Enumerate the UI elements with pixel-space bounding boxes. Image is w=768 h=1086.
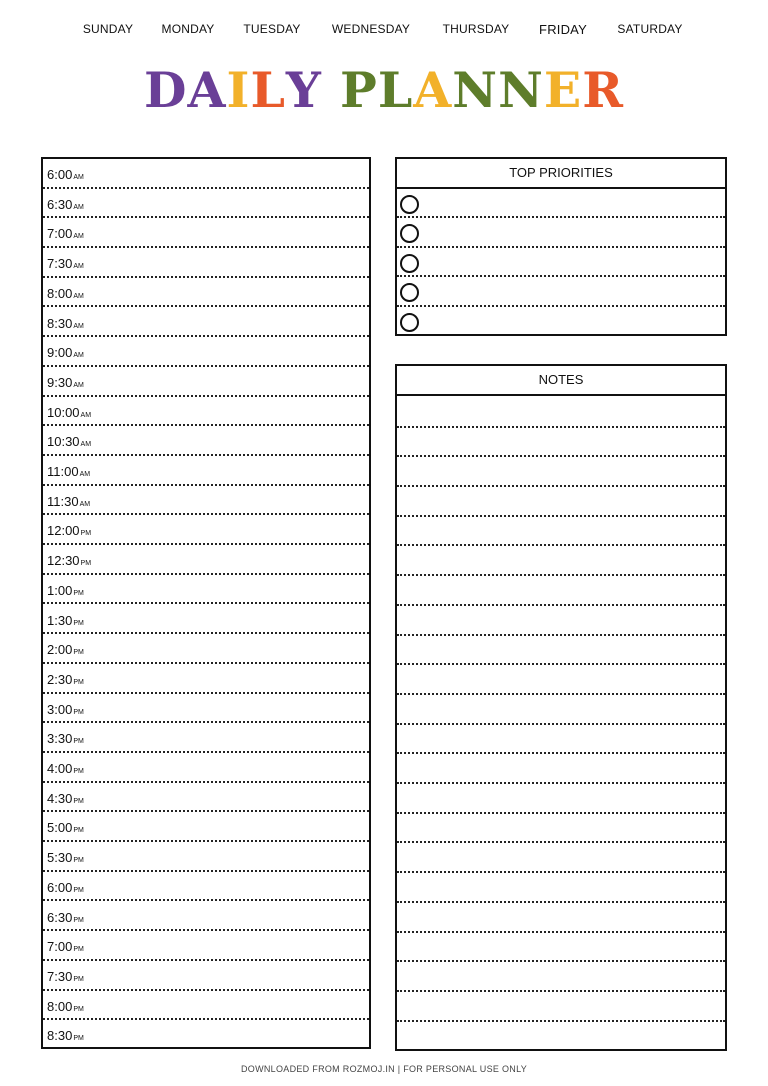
circle-checkbox-icon[interactable]	[400, 254, 419, 273]
time-slot[interactable]	[43, 902, 369, 932]
time-label	[47, 316, 84, 331]
time-slot[interactable]	[43, 456, 369, 486]
time-period: AM	[80, 411, 92, 419]
time-slot[interactable]	[43, 634, 369, 664]
time-value: 8:30	[47, 315, 73, 331]
time-slot[interactable]	[43, 189, 369, 219]
notes-box	[395, 364, 727, 1051]
weekday-friday[interactable]: FRIDAY	[539, 22, 587, 37]
time-slot[interactable]	[43, 605, 369, 635]
note-line[interactable]	[397, 725, 725, 755]
time-value: 8:00	[47, 285, 73, 301]
time-label	[47, 939, 84, 954]
time-label	[47, 583, 84, 598]
time-value: 5:00	[47, 820, 73, 836]
time-value: 1:30	[47, 612, 73, 628]
time-slot[interactable]	[43, 515, 369, 545]
time-slot[interactable]	[43, 248, 369, 278]
circle-checkbox-icon[interactable]	[400, 283, 419, 302]
time-value: 2:00	[47, 642, 73, 658]
circle-checkbox-icon[interactable]	[400, 195, 419, 214]
note-line[interactable]	[397, 517, 725, 547]
time-period: AM	[73, 203, 84, 211]
note-line[interactable]	[397, 873, 725, 903]
note-line[interactable]	[397, 784, 725, 814]
title-letter: R	[582, 61, 624, 119]
weekday-tuesday[interactable]: TUESDAY	[243, 22, 301, 36]
time-value: 7:30	[47, 968, 73, 984]
circle-checkbox-icon[interactable]	[400, 313, 419, 332]
time-slot[interactable]	[43, 426, 369, 456]
priority-row[interactable]	[397, 218, 725, 247]
time-period: AM	[73, 381, 84, 389]
time-value: 11:00	[47, 464, 79, 479]
weekday-thursday[interactable]: THURSDAY	[442, 22, 510, 36]
time-value: 7:00	[47, 226, 73, 242]
time-value: 12:30	[47, 553, 80, 569]
note-line[interactable]	[397, 754, 725, 784]
time-slot[interactable]	[43, 1020, 369, 1050]
note-line[interactable]	[397, 398, 725, 428]
time-label	[47, 553, 91, 568]
weekday-row	[0, 22, 768, 42]
time-period: PM	[73, 797, 84, 805]
time-label	[47, 464, 90, 479]
time-label	[47, 672, 84, 687]
time-slot[interactable]	[43, 783, 369, 813]
weekday-wednesday[interactable]: WEDNESDAY	[331, 22, 411, 36]
title-letter: N	[452, 61, 499, 119]
time-slot[interactable]	[43, 664, 369, 694]
time-slot[interactable]	[43, 486, 369, 516]
title-letter: Y	[285, 61, 322, 119]
time-slot[interactable]	[43, 931, 369, 961]
time-label	[47, 642, 84, 657]
title-letter: A	[413, 61, 453, 119]
title-letter: L	[377, 61, 414, 119]
time-value: 9:00	[47, 345, 73, 361]
time-slot[interactable]	[43, 397, 369, 427]
time-value: 2:30	[47, 671, 73, 687]
time-period: PM	[73, 975, 84, 983]
time-value: 10:00	[47, 404, 80, 420]
time-label	[47, 494, 90, 509]
time-value: 4:00	[47, 761, 73, 776]
note-line[interactable]	[397, 457, 725, 487]
priority-row[interactable]	[397, 277, 725, 306]
time-period: PM	[73, 946, 84, 954]
weekday-monday[interactable]: MONDAY	[161, 22, 215, 36]
time-period: PM	[73, 619, 84, 627]
note-line[interactable]	[397, 636, 725, 666]
time-period: PM	[73, 649, 84, 657]
time-label	[47, 375, 84, 390]
time-period: PM	[80, 560, 92, 568]
time-slot[interactable]	[43, 218, 369, 248]
time-slot[interactable]	[43, 337, 369, 367]
time-label	[47, 999, 84, 1014]
time-value: 6:00	[47, 879, 73, 895]
time-period: PM	[73, 738, 84, 746]
time-label	[47, 702, 84, 717]
time-value: 6:00	[47, 167, 73, 182]
time-label	[47, 1028, 84, 1043]
time-label	[47, 434, 91, 449]
time-slot[interactable]	[43, 872, 369, 902]
time-slot[interactable]	[43, 575, 369, 605]
time-value: 1:00	[47, 582, 73, 598]
time-value: 8:00	[47, 998, 73, 1014]
note-line[interactable]	[397, 814, 725, 844]
time-label	[47, 761, 84, 776]
title-space	[322, 60, 340, 120]
page-title	[0, 60, 768, 120]
time-label	[47, 286, 84, 301]
time-label	[47, 226, 84, 241]
time-value: 7:30	[47, 256, 73, 272]
time-slot[interactable]	[43, 308, 369, 338]
time-value: 5:30	[47, 850, 73, 866]
title-letter: P	[339, 61, 378, 119]
note-line[interactable]	[397, 1022, 725, 1052]
time-period: PM	[80, 530, 92, 538]
time-value: 8:30	[47, 1028, 73, 1044]
time-label	[47, 910, 84, 925]
note-line[interactable]	[397, 962, 725, 992]
note-line[interactable]	[397, 547, 725, 577]
note-line[interactable]	[397, 933, 725, 963]
time-label	[47, 345, 84, 360]
time-period: PM	[73, 589, 84, 597]
time-slot[interactable]	[43, 545, 369, 575]
title-letter: E	[543, 61, 583, 119]
time-period: PM	[73, 1035, 84, 1043]
title-letter: D	[144, 61, 188, 119]
note-line[interactable]	[397, 665, 725, 695]
notes-header: NOTES	[397, 366, 725, 396]
time-slot[interactable]	[43, 842, 369, 872]
time-slot[interactable]	[43, 753, 369, 783]
title-letter: I	[226, 61, 251, 119]
title-letter: L	[250, 61, 286, 119]
time-label	[47, 523, 91, 538]
time-value: 6:30	[47, 196, 73, 212]
time-period: PM	[73, 1005, 84, 1013]
time-period: PM	[73, 678, 84, 686]
circle-checkbox-icon[interactable]	[400, 224, 419, 243]
note-line[interactable]	[397, 428, 725, 458]
time-value: 11:30	[47, 493, 79, 509]
time-period: AM	[73, 322, 84, 330]
time-value: 10:30	[47, 434, 80, 450]
time-period: AM	[79, 500, 91, 508]
note-line[interactable]	[397, 487, 725, 517]
time-label	[47, 731, 84, 746]
time-label	[47, 197, 84, 212]
note-line[interactable]	[397, 844, 725, 874]
time-slot[interactable]	[43, 723, 369, 753]
time-label	[47, 969, 84, 984]
time-period: AM	[73, 352, 84, 360]
time-period: PM	[73, 827, 84, 835]
time-value: 3:00	[47, 701, 73, 717]
note-line[interactable]	[397, 695, 725, 725]
top-priorities-box	[395, 157, 727, 336]
time-period: PM	[73, 886, 84, 894]
time-period: PM	[73, 857, 84, 865]
time-label	[47, 791, 84, 806]
time-slot[interactable]	[43, 812, 369, 842]
time-value: 9:30	[47, 374, 73, 390]
priority-row[interactable]	[397, 307, 725, 336]
note-line[interactable]	[397, 576, 725, 606]
time-slot[interactable]	[43, 367, 369, 397]
footer-note: DOWNLOADED FROM ROZMOJ.IN | FOR PERSONAL USE ONLY	[240, 1064, 528, 1074]
time-period: AM	[79, 471, 91, 478]
time-period: PM	[73, 916, 84, 924]
time-label	[47, 820, 84, 835]
time-value: 7:00	[47, 939, 73, 955]
time-slot[interactable]	[43, 278, 369, 308]
time-value: 12:00	[47, 523, 80, 539]
time-label	[47, 613, 84, 628]
title-letter: N	[498, 61, 544, 119]
time-period: PM	[73, 708, 84, 716]
time-period: PM	[73, 768, 84, 775]
time-label	[47, 256, 84, 271]
title-letter: A	[187, 61, 227, 119]
time-period: AM	[73, 174, 84, 181]
weekday-sunday[interactable]: SUNDAY	[82, 22, 134, 36]
schedule-box	[41, 157, 371, 1049]
time-slot[interactable]	[43, 694, 369, 724]
priority-row[interactable]	[397, 189, 725, 218]
time-slot[interactable]	[43, 991, 369, 1021]
time-slot[interactable]	[43, 159, 369, 189]
time-value: 3:30	[47, 731, 73, 747]
priority-row[interactable]	[397, 248, 725, 277]
time-label	[47, 850, 84, 865]
time-label	[47, 167, 84, 182]
time-period: AM	[73, 233, 84, 241]
time-label	[47, 405, 91, 420]
time-period: AM	[80, 441, 92, 449]
top-priorities-header: TOP PRIORITIES	[397, 159, 725, 189]
time-period: AM	[73, 292, 84, 300]
time-value: 4:30	[47, 790, 73, 806]
note-line[interactable]	[397, 992, 725, 1022]
time-period: AM	[73, 263, 84, 271]
weekday-saturday[interactable]: SATURDAY	[617, 22, 683, 36]
note-line[interactable]	[397, 903, 725, 933]
time-label	[47, 880, 84, 895]
time-slot[interactable]	[43, 961, 369, 991]
note-line[interactable]	[397, 606, 725, 636]
time-value: 6:30	[47, 909, 73, 925]
